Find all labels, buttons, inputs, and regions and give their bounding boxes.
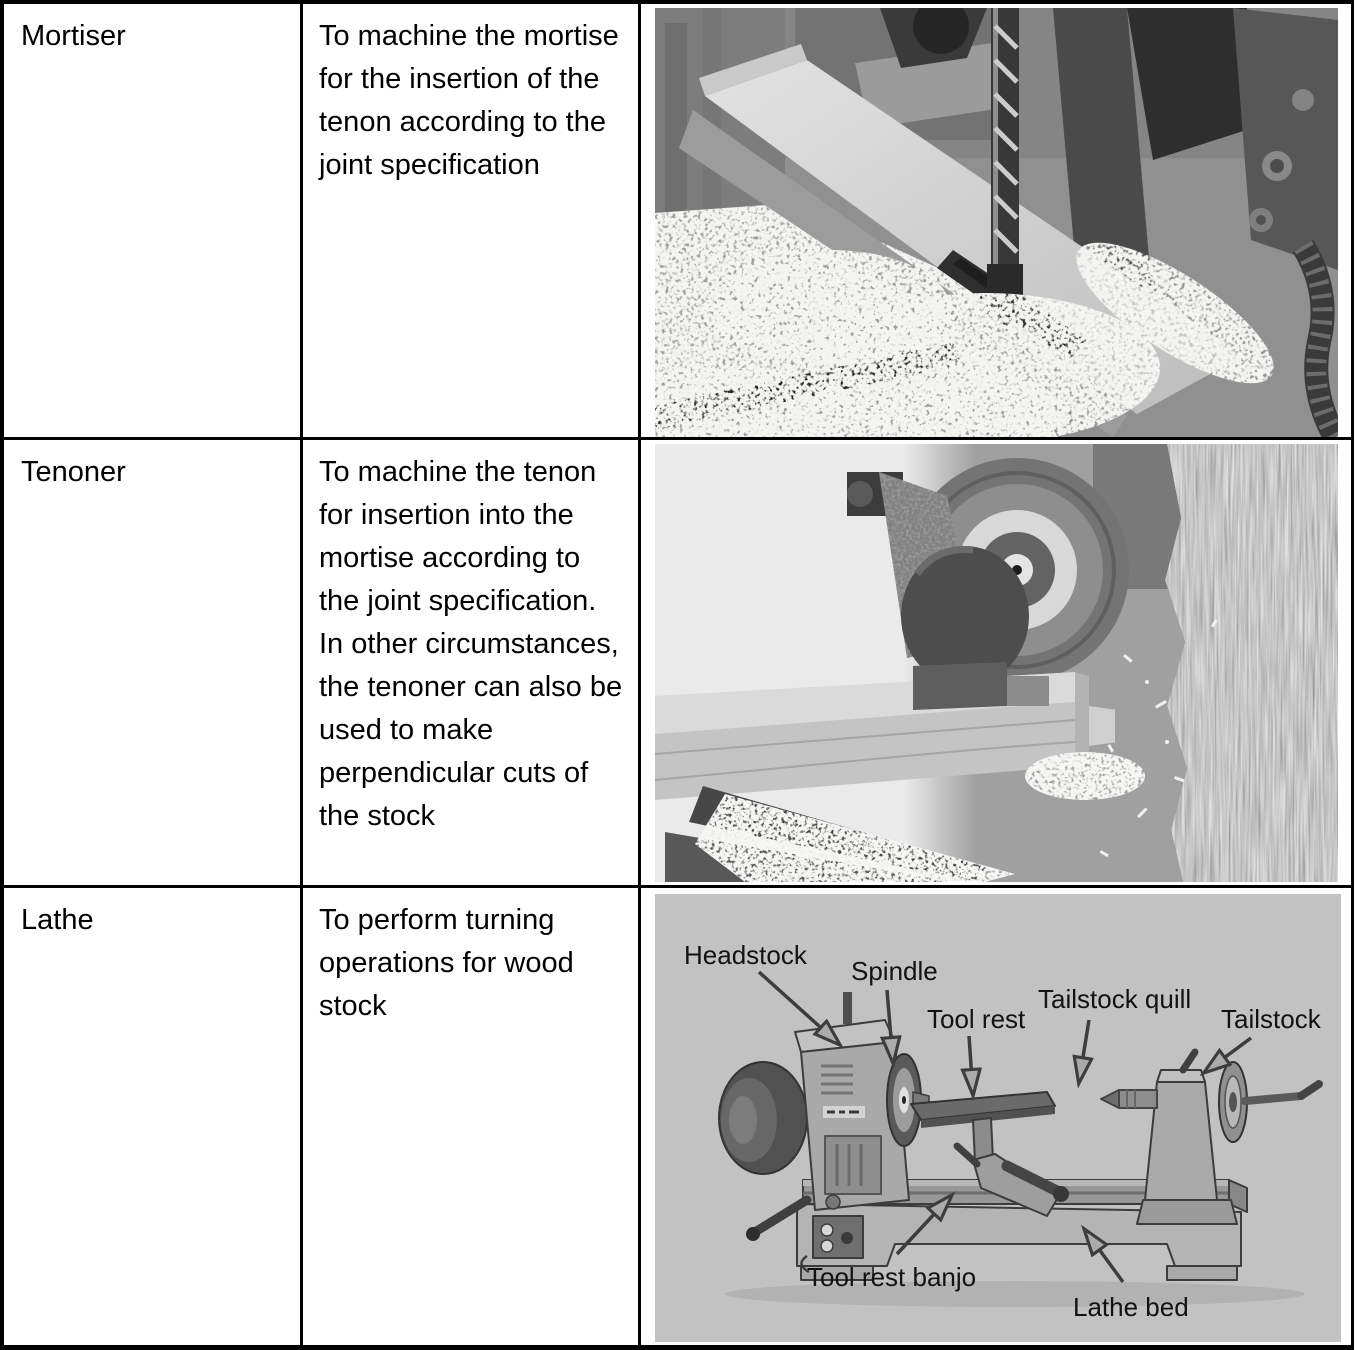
lathe-label-spindle: Spindle [851, 956, 938, 986]
table-row-2-description-cell [303, 440, 641, 888]
table-row-1-image-cell [641, 4, 1351, 440]
table-row-3-image-cell [641, 888, 1351, 1345]
tool-description-lathe: To perform turning operations for wood stock [319, 904, 574, 1022]
lathe-label-lathe-bed: Lathe bed [1073, 1292, 1189, 1322]
mortiser-photo [655, 8, 1338, 437]
lathe-label-tool-rest-banjo: Tool rest banjo [807, 1262, 977, 1292]
tenoner-photo [655, 444, 1338, 882]
table-row-2-tool-cell [4, 440, 303, 888]
lathe-diagram [655, 894, 1341, 1342]
tool-name-tenoner: Tenoner [21, 456, 126, 488]
lathe-label-tailstock-quill: Tailstock quill [1038, 984, 1192, 1014]
lathe-label-tailstock: Tailstock [1221, 1004, 1321, 1034]
lathe-label-tool-rest: Tool rest [927, 1004, 1026, 1034]
table-row-1-tool-cell [4, 4, 303, 440]
table-row-2-image-cell [641, 440, 1351, 888]
table-row-1-description-cell [303, 4, 641, 440]
tool-name-lathe: Lathe [21, 904, 94, 936]
table-row-3-description-cell [303, 888, 641, 1345]
tool-name-mortiser: Mortiser [21, 20, 126, 52]
tool-description-mortiser: To machine the mortise for the insertion of the tenon according to the joint specification [319, 20, 619, 181]
tool-description-tenoner: To machine the tenon for insertion into the mortise according to the joint specification. In other circumstances, the tenoner can also be used to make perpendicular cuts of the stock [319, 456, 623, 832]
table-row-3-tool-cell [4, 888, 303, 1345]
lathe-label-headstock: Headstock [684, 940, 807, 970]
